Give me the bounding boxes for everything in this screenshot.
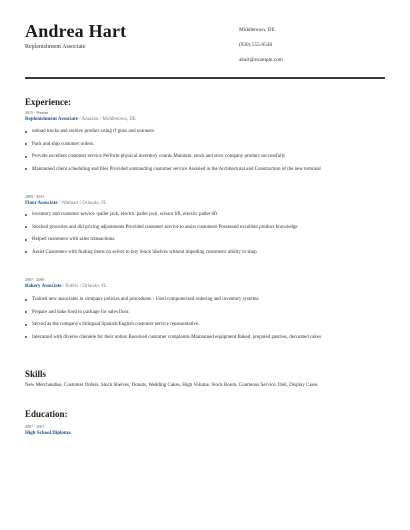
candidate-name: Andrea Hart	[25, 21, 127, 41]
list-item: inventory and customer service -pallet jack, electric pallet jack, scissor lift, electric pallet lift	[25, 211, 385, 224]
job-company: Amazon / Middletown, DE	[81, 117, 136, 122]
contact-location: Middletown, DE	[239, 27, 275, 33]
job-heading	[25, 200, 385, 208]
list-item: Assist Customers with finding items on selves to buy Stock Shelves without impeding customers' ability to shop	[25, 249, 385, 262]
list-item: Interacted with diverse clientele for their orders Resolved customer complaints Maintained equipment Baked, prepared pastries, decorated cakes	[25, 334, 385, 347]
job-title: Floor Associate	[25, 201, 58, 206]
skills-heading: Skills	[25, 369, 47, 379]
education-entry	[25, 424, 71, 437]
job-title: Replenishment Associate	[25, 117, 78, 122]
job-entry	[25, 277, 385, 346]
header-divider	[25, 77, 385, 79]
list-item: unload trucks and recieve product using rf guns and scanners	[25, 128, 385, 141]
job-company: Walmart / Orlando, FL	[61, 201, 108, 206]
list-item: Trained new associates in company policies and procedures - Used computerized ordering and inventory systems.	[25, 296, 385, 309]
contact-email: ahart@example.com	[239, 57, 283, 63]
skills-list: New Merchandise, Customer Orders, Stock Shelves, Donuts, Wedding Cakes, High Volume, Stock Room, Courteous Service, Deli, Display Cases	[25, 383, 318, 388]
education-dates: 2007 - 2007	[25, 424, 45, 429]
education-heading: Education:	[25, 409, 68, 419]
job-entry	[25, 194, 385, 261]
candidate-role: Replenishment Associate	[25, 44, 86, 50]
list-item: Provide excellent customer service Perform physical inventory counts Maintain, stock and stow company product successfully	[25, 153, 385, 166]
job-bullets	[25, 128, 385, 178]
list-item: Served as the company's bilingual Spanish/English customer service representative.	[25, 321, 385, 334]
list-item: Maintained client scheduling and files Provided outstanding customer service Assisted in the Architectural and Construction of the new terminal	[25, 166, 385, 179]
contact-block	[239, 28, 283, 73]
list-item: Prepare and bake food to package for sales floor.	[25, 309, 385, 322]
list-item: Pack and ship customer orders.	[25, 141, 385, 154]
contact-phone: (930) 555-0548	[239, 42, 273, 48]
job-company-sep: /	[58, 201, 62, 206]
job-company-sep: /	[62, 284, 66, 289]
job-heading	[25, 116, 385, 124]
list-item: Stocked groceries and did pricing adjustments Provided customer service to assist customers Possessed excellent product knowledge	[25, 224, 385, 237]
education-degree: High School Diploma	[25, 431, 71, 436]
job-title: Bakery Associate	[25, 284, 62, 289]
job-company: Publix / Orlando, FL	[65, 284, 108, 289]
job-entry	[25, 110, 385, 178]
job-heading	[25, 283, 385, 291]
job-company-sep: /	[79, 117, 82, 122]
job-dates: 2007 - 2009	[25, 277, 45, 282]
list-item: Helped customers with sales transactions.	[25, 236, 385, 249]
job-bullets	[25, 211, 385, 261]
job-dates: 2015 - Present	[25, 110, 49, 115]
experience-heading: Experience:	[25, 97, 71, 107]
job-bullets	[25, 296, 385, 346]
job-dates: 2009 - 2015	[25, 194, 45, 199]
